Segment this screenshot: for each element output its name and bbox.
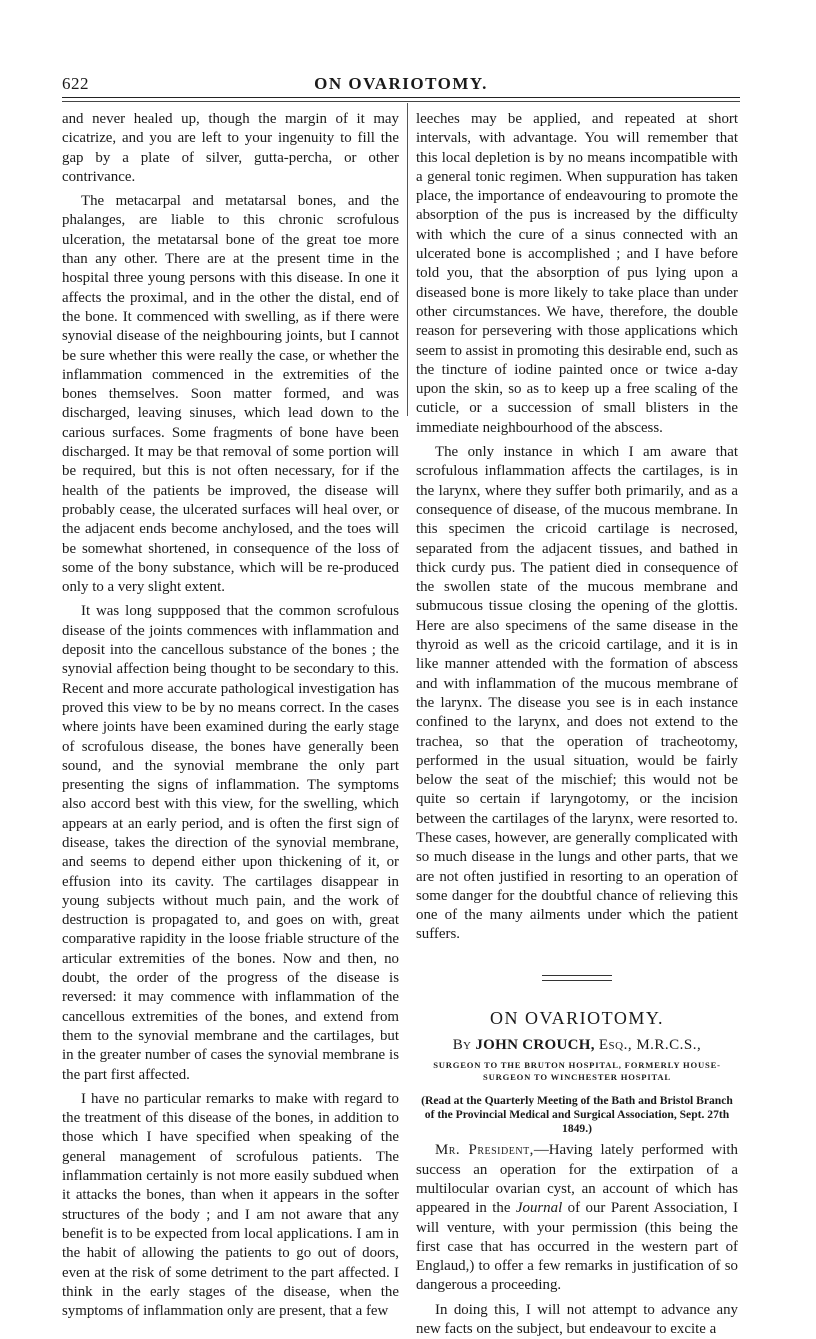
- journal-name: Journal: [515, 1200, 563, 1217]
- byline-prefix: By: [452, 1037, 472, 1054]
- read-note: (Read at the Quarterly Meeting of the Bath and Bristol Branch of the Provincial Medical and Surgical Association, Sept. 27th 1849.): [421, 1094, 733, 1136]
- salutation: Mr. President,: [435, 1142, 534, 1159]
- header-rule-secondary: [62, 101, 740, 102]
- page-header: [62, 74, 740, 96]
- paragraph: I have no particular remarks to make with regard to the treatment of this disease of the bones, in addition to those which I have specified when speaking of the general management of scrofulous patients. The inflammation certainly is not more easily subdued when it attacks the bones, than when it appears in the softer structures of the body ; and I am not aware that any benefit is to be expected from local applications. I am in the habit of allowing the patients to go out of doors, even at the risk of some detriment to the part affected. I think in the early stages of the disease, when the symptoms of inflammation only are present, that a few: [62, 1090, 399, 1320]
- paragraph: leeches may be applied, and repeated at short intervals, with advantage. You will remember that this local depletion is by no means incompatible with a general tonic regimen. When suppuration has taken place, the importance of endeavouring to promote the absorption of the pus is increased by the difficulty with which the cure of a sinus connected with an ulcerated bone is accomplished ; and I have before told you, that the absorption of pus lying upon a diseased bone is more likely to take place than under other circumstances. We have, therefore, the double reason for persevering with those applications which seem to assist in promoting this desirable end, such as the tincture of iodine painted once or twice a-day upon the skin, so as to keep up a free scaling of the cuticle, or a succession of small blisters in the immediate neighbourhood of the abscess.: [416, 111, 738, 436]
- column-divider: [407, 103, 408, 416]
- article-byline: [416, 1036, 738, 1055]
- running-title: ON OVARIOTOMY.: [314, 74, 488, 93]
- header-rule: [62, 97, 740, 98]
- paragraph: and never healed up, though the margin of it may cicatrize, and you are left to your ingenuity to fill the gap by a plate of silver, gutta-percha, or other contrivance.: [62, 111, 399, 185]
- author-affiliation: SURGEON TO THE BRUTON HOSPITAL, FORMERLY HOUSE-SURGEON TO WINCHESTER HOSPITAL: [433, 1060, 721, 1083]
- author-degree: Esq., M.R.C.S.,: [598, 1037, 702, 1054]
- page-number: 622: [62, 74, 89, 93]
- article-title: ON OVARIOTOMY.: [489, 1007, 665, 1028]
- right-column: [416, 110, 738, 1339]
- paragraph: [416, 1141, 738, 1295]
- section-separator: [542, 975, 612, 981]
- author-name: JOHN CROUCH,: [475, 1037, 595, 1054]
- paragraph-text: —Having lately performed with success an operation for the extirpation of a multilocular ovarian cyst, an account of which has appeared in the: [416, 1142, 738, 1217]
- paragraph: The metacarpal and metatarsal bones, and the phalanges, are liable to this chronic scrofulous ulceration, the metatarsal bone of the great toe more than any other. There are at the present time in the hospital three young persons with this disease. In one it affects the proximal, and in the other the distal, end of the bone. It commenced with swelling, as if there were synovial disease of the neighbouring joints, but I cannot be sure whether this were really the case, or whether the inflammation commenced in the extremities of the bones themselves. Soon matter formed, and was discharged, leaving sinuses, which lead down to the carious surfaces. Some fragments of bone have been discharged. It may be that removal of some portion will be required, but this is not often necessary, for if the health of the patients be improved, the disease will probably cease, the ulcerated surfaces will heal over, or the adjacent ends become anchylosed, and the toes will be somewhat shortened, in consequence of the loss of some of the bony substance, which will be re-produced only to a very slight extent.: [62, 193, 399, 596]
- paragraph: In doing this, I will not attempt to advance any new facts on the subject, but endeavour to excite a: [416, 1301, 738, 1338]
- paragraph: It was long suppposed that the common scrofulous disease of the joints commences with inflammation and deposit into the cancellous substance of the bones ; the synovial affection being thought to be secondary to this. Recent and more accurate pathological investigation has proved this view to be by no means correct. In the cases where joints have been examined during the early stage of scrofulous disease, the bones have generally been sound, and the synovial membrane the only part presenting the signs of inflammation. The symptoms also accord best with this view, for the swelling, which appears at an early period, and is often the first sign of disease, takes the direction of the synovial membrane, and seems to depend either upon thickening of it, or effusion into its cavity. The cartilages disappear in young subjects without much pain, and the work of destruction is propagated to, and goes on with, great comparative rapidity in the loose friable structure of the articular extremities of the bones. Now and then, no doubt, the order of the progress of the disease is reversed: it may commence with inflammation of the cancellous extremities of the bones, and extend from them to the synovial membrane and the cartilages, but in the greater number of cases the synovial membrane is the part first affected.: [62, 603, 399, 1083]
- paragraph-text: of our Parent Association, I will venture, with your permission (this being the first case that has occurred in the western part of Englaud,) to offer a few remarks in justification of so dangerous a proceeding.: [416, 1200, 738, 1294]
- paragraph: The only instance in which I am aware that scrofulous inflammation affects the cartilages, is in the larynx, where they suffer both primarily, and as a consequence of disease, of the mucous membrane. In this specimen the cricoid cartilage is necrosed, separated from the adjacent tissues, and bathed in thick curdy pus. The patient died in consequence of the swollen state of the mucous membrane and submucous tissue closing the opening of the glottis. Here are also specimens of the same disease in the thyroid as well as the cricoid cartilage, and it is in like manner attended with the formation of abscess and with inflammation of the mucous membrane of the larynx. The disease you see is in each instance confined to the larynx, and does not extend to the trachea, so that the operation of tracheotomy, performed in the usual situation, would be fairly below the seat of the mischief; this would not be quite so certain if laryngotomy, or the incision between the cartilages of the larynx, were resorted to. These cases, however, are generally complicated with so much disease in the lungs and other parts, that we are not often justified in resorting to an operation of some danger for the doubtful chance of relieving this one of the many ailments under which the patient suffers.: [416, 444, 738, 943]
- left-column: [62, 110, 399, 1321]
